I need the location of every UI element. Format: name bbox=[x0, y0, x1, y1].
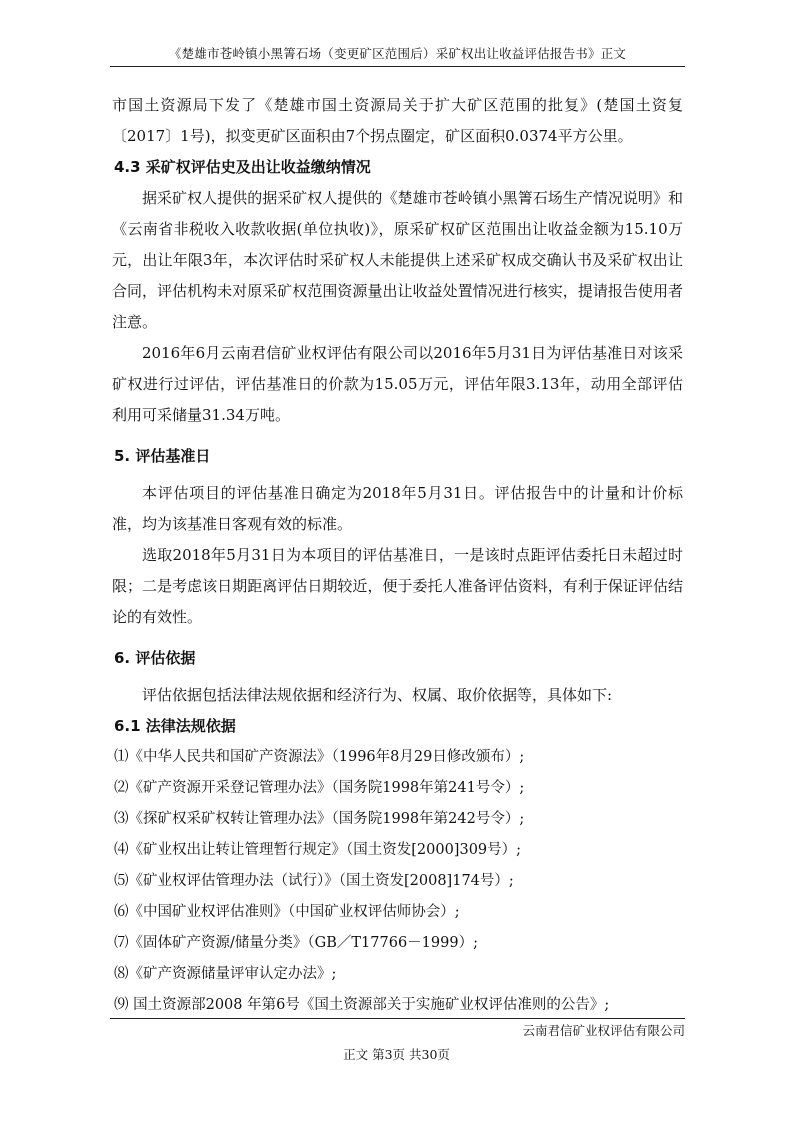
page-number: 正文 第3页 共30页 bbox=[343, 1047, 450, 1062]
footer-divider bbox=[110, 1018, 685, 1019]
section-heading-4-3: 4.3 采矿权评估史及出让收益缴纳情况 bbox=[114, 158, 371, 176]
paragraph-5-1: 本评估项目的评估基准日确定为2018年5月31日。评估报告中的计量和计价标准，均为该基准日客观有效的标准。 bbox=[112, 484, 683, 533]
section-heading-6-1: 6.1 法律法规依据 bbox=[114, 717, 236, 735]
paragraph-4-3-1: 据采矿权人提供的据采矿权人提供的《楚雄市苍岭镇小黑箐石场生产情况说明》和《云南省非税收入收款收据(单位执收)》，原采矿权矿区范围出让收益金额为15.10万元，出让年限3年，本次评估时采矿权人未能提供上述采矿权成交确认书及采矿权出让合同，评估机构未对原采矿权范围资源量出让收益处置情况进行核实，提请报告使用者注意。 bbox=[112, 189, 683, 331]
law-list-item: ⑺《固体矿产资源/储量分类》（GB／T17766－1999）; bbox=[114, 935, 478, 951]
running-header: 《楚雄市苍岭镇小黑箐石场（变更矿区范围后）采矿权出让收益评估报告书》正文 bbox=[168, 46, 627, 61]
law-list-item: ⑼ 国土资源部2008 年第6号《国土资源部关于实施矿业权评估准则的公告》; bbox=[114, 997, 610, 1013]
law-list-item: ⑹《中国矿业权评估准则》（中国矿业权评估师协会）; bbox=[114, 904, 460, 920]
law-list-item: ⑶《探矿权采矿权转让管理办法》（国务院1998年第242号令）; bbox=[114, 811, 525, 827]
paragraph-continuation: 市国土资源局下发了《楚雄市国土资源局关于扩大矿区范围的批复》(楚国土资复〔2017〕1号)，拟变更矿区面积由7个拐点圈定，矿区面积0.0374平方公里。 bbox=[112, 96, 683, 145]
law-list-item: ⑸《矿业权评估管理办法（试行）》（国土资发[2008]174号）; bbox=[114, 873, 514, 889]
header-divider bbox=[110, 66, 685, 67]
paragraph-4-3-2: 2016年6月云南君信矿业权评估有限公司以2016年5月31日为评估基准日对该采矿权进行过评估，评估基准日的价款为15.05万元，评估年限3.13年，动用全部评估利用可采储量31.34万吨。 bbox=[112, 344, 683, 424]
document-body bbox=[112, 90, 683, 1021]
law-list-item: ⑷《矿业权出让转让管理暂行规定》（国土资发[2000]309号）; bbox=[114, 842, 522, 858]
section-heading-6: 6. 评估依据 bbox=[114, 649, 196, 667]
paragraph-6-1: 评估依据包括法律法规依据和经济行为、权属、取价依据等，具体如下: bbox=[142, 686, 613, 704]
section-heading-5: 5. 评估基准日 bbox=[114, 447, 211, 465]
law-list-item: ⑻《矿产资源储量评审认定办法》; bbox=[114, 966, 337, 982]
paragraph-5-2: 选取2018年5月31日为本项目的评估基准日，一是该时点距评估委托日未超过时限；二是考虑该日期距离评估日期较近，便于委托人准备评估资料，有利于保证评估结论的有效性。 bbox=[112, 546, 683, 626]
law-list-item: ⑴《中华人民共和国矿产资源法》（1996年8月29日修改颁布）; bbox=[114, 749, 525, 765]
law-list-item: ⑵《矿产资源开采登记管理办法》（国务院1998年第241号令）; bbox=[114, 780, 525, 796]
footer-company-name: 云南君信矿业权评估有限公司 bbox=[522, 1023, 685, 1038]
